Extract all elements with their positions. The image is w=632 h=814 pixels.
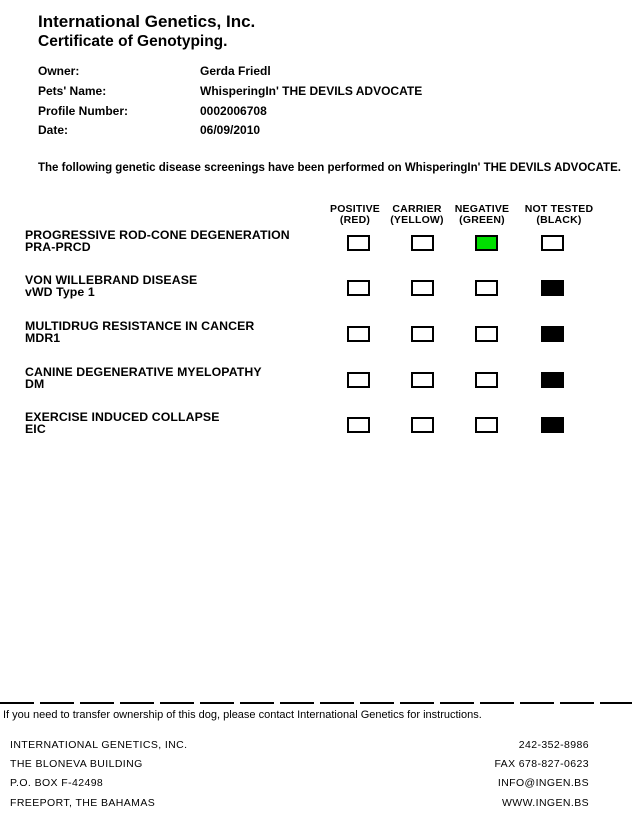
column-header-positive-label: POSITIVE — [329, 203, 381, 215]
checkbox-positive — [347, 372, 370, 388]
dashed-separator-line — [0, 702, 632, 704]
checkbox-carrier — [411, 280, 434, 296]
screening-row-mdr1 — [0, 321, 632, 347]
screening-statement: The following genetic disease screenings have been performed on WhisperingIn' THE DEVILS ADVOCATE. — [38, 162, 621, 174]
disease-name: PROGRESSIVE ROD-CONE DEGENERATION — [25, 228, 290, 242]
checkbox-not-tested — [541, 326, 564, 342]
column-header-carrier-sub: (YELLOW) — [390, 213, 444, 226]
footer-contact — [494, 736, 589, 813]
disease-abbr: MDR1 — [25, 330, 61, 345]
profile-number-value: 0002006708 — [200, 103, 267, 118]
screening-row-pra-prcd — [0, 230, 632, 256]
column-header-not-tested-label: NOT TESTED — [524, 203, 594, 215]
disease-name: MULTIDRUG RESISTANCE IN CANCER — [25, 319, 255, 333]
disease-label — [25, 367, 262, 390]
footer-city: FREEPORT, THE BAHAMAS — [10, 796, 156, 809]
footer-po-box: P.O. BOX F-42498 — [10, 777, 104, 790]
transfer-ownership-note: If you need to transfer ownership of this dog, please contact International Genetics for instructions. — [3, 709, 482, 721]
disease-name: EXERCISE INDUCED COLLAPSE — [25, 410, 220, 424]
checkbox-not-tested — [541, 417, 564, 433]
disease-label — [25, 412, 220, 435]
column-header-carrier-label: CARRIER — [392, 203, 442, 215]
document-title: Certificate of Genotyping. — [38, 33, 228, 50]
disease-label — [25, 321, 254, 344]
owner-value: Gerda Friedl — [200, 64, 271, 78]
checkbox-not-tested — [541, 280, 564, 296]
footer-company-name: INTERNATIONAL GENETICS, INC. — [10, 739, 188, 751]
info-row-owner — [38, 62, 422, 82]
checkbox-carrier — [411, 372, 434, 388]
screening-row-eic — [0, 412, 632, 438]
checkbox-negative — [475, 326, 498, 342]
footer-phone: 242-352-8986 — [518, 739, 589, 751]
screening-row-dm — [0, 367, 632, 393]
footer-building: THE BLONEVA BUILDING — [10, 758, 143, 771]
disease-abbr: vWD Type 1 — [25, 284, 95, 299]
column-header-positive-sub: (RED) — [339, 213, 371, 226]
disease-name: VON WILLEBRAND DISEASE — [25, 273, 198, 287]
header — [38, 11, 255, 52]
date-value: 06/09/2010 — [200, 123, 261, 138]
checkbox-negative — [475, 235, 498, 251]
footer-website: WWW.INGEN.BS — [501, 796, 589, 809]
disease-abbr: EIC — [25, 421, 46, 436]
checkbox-positive — [347, 280, 370, 296]
column-header-not-tested — [514, 204, 604, 225]
profile-number-label: Profile Number: — [38, 103, 129, 118]
checkbox-carrier — [411, 235, 434, 251]
checkbox-negative — [475, 372, 498, 388]
checkbox-not-tested — [541, 235, 564, 251]
disease-abbr: DM — [25, 376, 45, 391]
date-label: Date: — [38, 123, 69, 138]
owner-info-section — [38, 62, 422, 141]
company-title: International Genetics, Inc. — [38, 12, 256, 31]
checkbox-not-tested — [541, 372, 564, 388]
info-row-pet-name — [38, 82, 422, 102]
footer-fax: FAX 678-827-0623 — [494, 758, 589, 771]
disease-name: CANINE DEGENERATIVE MYELOPATHY — [25, 365, 262, 379]
owner-label: Owner: — [38, 64, 80, 78]
checkbox-carrier — [411, 417, 434, 433]
pet-name-label: Pets' Name: — [38, 83, 107, 98]
footer-email: INFO@INGEN.BS — [497, 777, 589, 790]
checkbox-negative — [475, 417, 498, 433]
checkbox-positive — [347, 326, 370, 342]
disease-abbr: PRA-PRCD — [25, 239, 91, 254]
column-header-negative-sub: (GREEN) — [459, 213, 505, 226]
screening-row-vwd — [0, 275, 632, 301]
info-row-date — [38, 121, 422, 141]
checkbox-positive — [347, 417, 370, 433]
footer-address — [10, 736, 187, 813]
info-row-profile-number — [38, 102, 422, 122]
column-header-not-tested-sub: (BLACK) — [536, 213, 582, 226]
pet-name-value: WhisperingIn' THE DEVILS ADVOCATE — [200, 83, 423, 98]
disease-label — [25, 275, 197, 298]
disease-label — [25, 230, 290, 253]
checkbox-carrier — [411, 326, 434, 342]
checkbox-positive — [347, 235, 370, 251]
checkbox-negative — [475, 280, 498, 296]
column-header-negative-label: NEGATIVE — [454, 203, 510, 215]
